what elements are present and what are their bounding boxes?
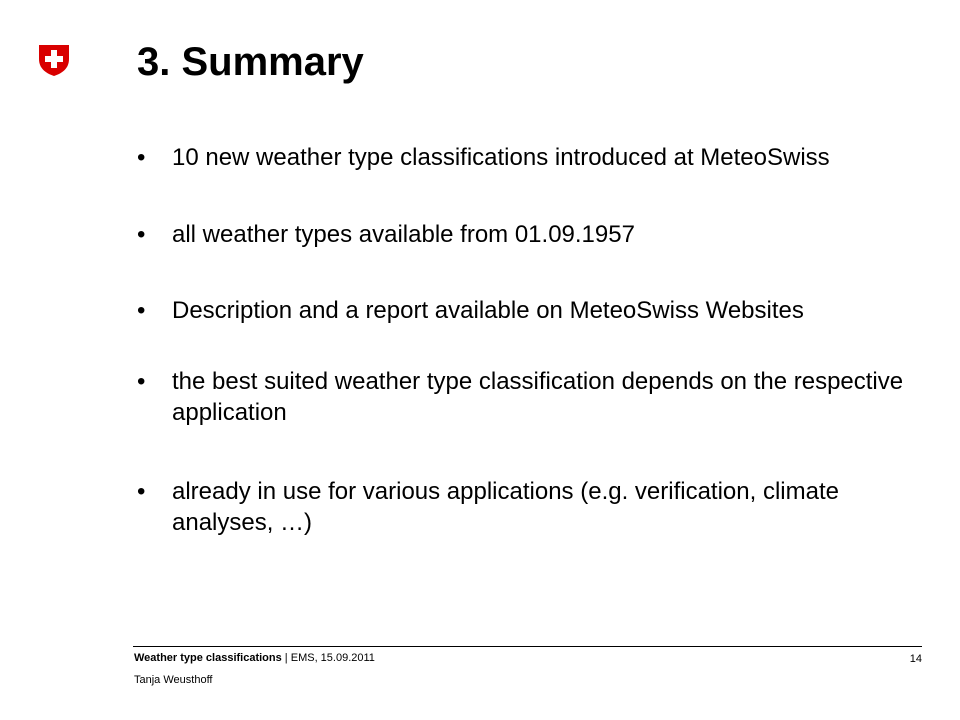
footer-author: Tanja Weusthoff: [134, 674, 213, 686]
swiss-cross-icon: [37, 43, 71, 77]
footer-divider: [133, 646, 922, 647]
bullet-text: already in use for various applications (e.g. verification, climate analyses, …): [172, 478, 839, 536]
bullet-marker: •: [137, 368, 146, 395]
footer-separator: |: [281, 652, 291, 664]
bullet-marker: •: [137, 144, 146, 171]
bullet-text: the best suited weather type classification depends on the respective application: [172, 368, 904, 426]
bullet-item: [137, 295, 927, 326]
bullet-item: [137, 366, 927, 428]
footer-info: [134, 651, 375, 665]
footer-event: EMS, 15.09.2011: [290, 652, 375, 664]
bullet-item: [137, 142, 927, 173]
bullet-text: Description and a report available on MeteoSwiss Websites: [172, 297, 804, 324]
bullet-marker: •: [137, 221, 146, 248]
bullet-marker: •: [137, 478, 146, 505]
bullet-text: all weather types available from 01.09.1957: [172, 221, 635, 248]
slide-title: 3. Summary: [137, 40, 364, 84]
bullet-item: [137, 476, 927, 538]
page-number: 14: [909, 653, 922, 665]
bullet-text: 10 new weather type classifications introduced at MeteoSwiss: [172, 144, 830, 171]
bullet-item: [137, 219, 927, 250]
bullet-marker: •: [137, 297, 146, 324]
footer-topic: Weather type classifications: [134, 652, 282, 664]
